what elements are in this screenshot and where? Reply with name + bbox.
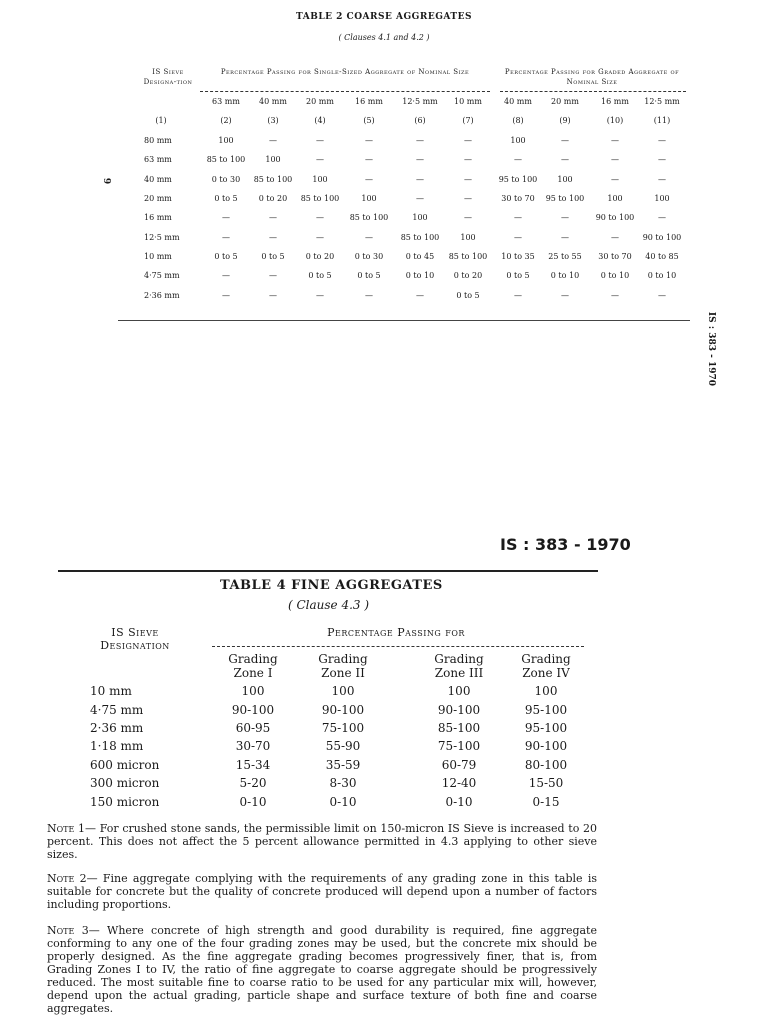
- table2-cell: 0 to 5: [214, 252, 238, 261]
- table2-cell: —: [658, 175, 666, 184]
- table2-cell: —: [316, 155, 324, 164]
- table2-cell: 0 to 10: [405, 271, 435, 280]
- table2-column-header: 16 mm: [601, 97, 629, 106]
- table2-cell: 0 to 5: [456, 291, 480, 300]
- table2-cell: —: [316, 233, 324, 242]
- table4-clause: ( Clause 4.3 ): [288, 598, 370, 612]
- table2-cell: —: [658, 213, 666, 222]
- table2-cell: —: [365, 291, 373, 300]
- table4-column-header-line2: Zone IV: [522, 666, 570, 680]
- table2-cell: 100: [557, 175, 573, 184]
- table2-cell: 0 to 5: [308, 271, 332, 280]
- table2-group2-brace: [500, 91, 686, 92]
- table2-row-sieve: 63 mm: [144, 155, 172, 164]
- table2-cell: 0 to 20: [453, 271, 483, 280]
- table2-cell: 90 to 100: [595, 213, 635, 222]
- note-text: — Fine aggregate complying with the requirements of any grading zone in this table is suitable for concrete but the quality of concrete produced will depend upon a number of factors including proportions.: [47, 872, 597, 911]
- table4-row-sieve: 2·36 mm: [90, 721, 144, 735]
- table2-cell: 95 to 100: [498, 175, 538, 184]
- table2-cell: 100: [312, 175, 328, 184]
- table2-cell: —: [561, 213, 569, 222]
- table2-cell: —: [365, 155, 373, 164]
- table2-column-number: (9): [559, 116, 571, 125]
- table2-column-number: (8): [512, 116, 524, 125]
- table2-cell: —: [611, 233, 619, 242]
- table2-column-number: (2): [220, 116, 232, 125]
- table4-row-sieve: 600 micron: [90, 758, 160, 772]
- table2-cell: —: [514, 155, 522, 164]
- table2-cell: —: [658, 291, 666, 300]
- table2-row-sieve: 4·75 mm: [144, 271, 180, 280]
- table2-cell: —: [561, 291, 569, 300]
- table2-cell: 0 to 5: [261, 252, 285, 261]
- table2-cell: —: [222, 213, 230, 222]
- table2-cell: —: [269, 213, 277, 222]
- table2-graded-header: Percentage Passing for Graded Aggregate of Nominal Size: [504, 68, 680, 86]
- table2-cell: —: [514, 213, 522, 222]
- table2-column-header: 12·5 mm: [402, 97, 438, 106]
- table4-row-sieve: 10 mm: [90, 684, 132, 698]
- table4-cell: 35-59: [325, 758, 361, 772]
- note-3: [47, 924, 597, 1015]
- table2-cell: 100: [218, 136, 234, 145]
- table4-cell: 60-95: [235, 721, 271, 735]
- table2-cell: 30 to 70: [598, 252, 632, 261]
- table2-cell: —: [365, 175, 373, 184]
- table2-cell: 100: [460, 233, 476, 242]
- table4-cell: 95-100: [524, 703, 568, 717]
- table2-cell: —: [222, 291, 230, 300]
- table2-cell: —: [514, 233, 522, 242]
- table4-stub-header: IS Sieve Designation: [100, 626, 170, 652]
- table2-cell: —: [561, 136, 569, 145]
- table2-column-number: (11): [653, 116, 671, 125]
- table4-cell: 95-100: [524, 721, 568, 735]
- table2-column-number: (5): [363, 116, 375, 125]
- table2-column-number: (4): [314, 116, 326, 125]
- table2-cell: 85 to 100: [349, 213, 389, 222]
- table2-cell: —: [222, 271, 230, 280]
- table4-group-header: Percentage Passing for: [327, 626, 465, 639]
- table4-cell: 75-100: [437, 739, 481, 753]
- note-label: Note 2: [47, 872, 87, 885]
- table2-cell: 100: [510, 136, 526, 145]
- table2-cell: —: [316, 136, 324, 145]
- table4-column-header-line1: Grading: [434, 652, 484, 666]
- note-label: Note 1: [47, 822, 86, 835]
- table4-cell: 5-20: [239, 776, 267, 790]
- note-text: — Where concrete of high strength and good durability is required, fine aggregate conforming to any one of the four grading zones may be used, but the concrete mix should be properly designed. As the fine aggregate grading becomes progressively finer, that is, from Grading Zones I to IV, the ratio of fine aggregate to coarse aggregate should be progressively reduced. The most suitable fine to coarse ratio to be used for any particular mix will, however, depend upon the actual grading, particle shape and surface texture of both fine and coarse aggregates.: [47, 924, 597, 1015]
- table2-row-sieve: 12·5 mm: [144, 233, 180, 242]
- table2-row-sieve: 2·36 mm: [144, 291, 180, 300]
- table2-cell: —: [611, 155, 619, 164]
- table2-cell: —: [416, 175, 424, 184]
- table2-cell: —: [464, 175, 472, 184]
- table2-cell: —: [416, 155, 424, 164]
- table2-cell: 25 to 55: [548, 252, 582, 261]
- table2-cell: —: [316, 213, 324, 222]
- table2-cell: 10 to 35: [501, 252, 535, 261]
- table4-cell: 15-34: [235, 758, 271, 772]
- table4-cell: 100: [534, 684, 558, 698]
- table2-cell: 85 to 100: [300, 194, 340, 203]
- table2-cell: —: [269, 233, 277, 242]
- table2-row-sieve: 16 mm: [144, 213, 172, 222]
- table2-column-header: 16 mm: [355, 97, 383, 106]
- table4-cell: 0-15: [532, 795, 560, 809]
- table4-cell: 90-100: [437, 703, 481, 717]
- table4-cell: 12-40: [441, 776, 477, 790]
- table2-cell: —: [464, 155, 472, 164]
- table2-row-sieve: 40 mm: [144, 175, 172, 184]
- table2-cell: 0 to 5: [357, 271, 381, 280]
- table2-cell: 0 to 5: [506, 271, 530, 280]
- side-standard-code: IS : 383 - 1970: [706, 311, 716, 387]
- table2-cell: —: [416, 194, 424, 203]
- table2-cell: 0 to 5: [214, 194, 238, 203]
- table4-column-header-line1: Grading: [521, 652, 571, 666]
- table2-column-header: 10 mm: [454, 97, 482, 106]
- table2-cell: 0 to 45: [405, 252, 435, 261]
- table2-cell: —: [269, 271, 277, 280]
- table4-cell: 100: [331, 684, 355, 698]
- table4-cell: 0-10: [239, 795, 267, 809]
- table2-cell: —: [611, 136, 619, 145]
- table2-row-sieve: 20 mm: [144, 194, 172, 203]
- table4-cell: 15-50: [528, 776, 564, 790]
- table4-row-sieve: 300 micron: [90, 776, 160, 790]
- table2-cell: —: [464, 136, 472, 145]
- table2-column-header: 40 mm: [504, 97, 532, 106]
- table2-cell: 0 to 10: [647, 271, 677, 280]
- table2-column-header: 40 mm: [259, 97, 287, 106]
- table2-cell: 100: [654, 194, 670, 203]
- table4-cell: 100: [241, 684, 265, 698]
- table2-column-header: 20 mm: [306, 97, 334, 106]
- page-number: 9: [101, 177, 112, 185]
- standard-code: IS : 383 - 1970: [500, 535, 631, 554]
- table2-cell: 0 to 20: [258, 194, 288, 203]
- table4-cell: 85-100: [437, 721, 481, 735]
- table4-cell: 60-79: [441, 758, 477, 772]
- table2-cell: 0 to 10: [600, 271, 630, 280]
- table2-cell: —: [611, 291, 619, 300]
- table2-cell: 90 to 100: [642, 233, 682, 242]
- note-2: [47, 872, 597, 911]
- table4-column-header-line2: Zone III: [434, 666, 484, 680]
- table2-single-sized-header: Percentage Passing for Single-Sized Aggregate of Nominal Size: [220, 68, 470, 76]
- table4-title: TABLE 4 FINE AGGREGATES: [220, 578, 443, 593]
- table2-cell: —: [269, 136, 277, 145]
- table2-cell: 85 to 100: [253, 175, 293, 184]
- table2-cell: 100: [412, 213, 428, 222]
- table4-cell: 90-100: [321, 703, 365, 717]
- table2-cell: —: [464, 194, 472, 203]
- table2-cell: 100: [607, 194, 623, 203]
- table4-cell: 55-90: [325, 739, 361, 753]
- table2-cell: —: [658, 155, 666, 164]
- table2-column-header: 63 mm: [212, 97, 240, 106]
- table2-stub-header: IS Sieve Designa-tion: [143, 68, 193, 86]
- header-rule: [58, 570, 598, 572]
- table2-row-sieve: 80 mm: [144, 136, 172, 145]
- table2-column-number: (6): [414, 116, 426, 125]
- table2-cell: —: [561, 155, 569, 164]
- table4-column-header-line2: Zone I: [233, 666, 273, 680]
- table2-column-number: (7): [462, 116, 474, 125]
- table2-cell: 85 to 100: [448, 252, 488, 261]
- table4-column-header-line1: Grading: [228, 652, 278, 666]
- table2-column-number: (1): [155, 116, 167, 125]
- table4-cell: 90-100: [524, 739, 568, 753]
- table2-cell: 0 to 10: [550, 271, 580, 280]
- note-label: Note 3: [47, 924, 89, 937]
- table2-cell: 0 to 20: [305, 252, 335, 261]
- table2-column-number: (3): [267, 116, 279, 125]
- table2-cell: —: [611, 175, 619, 184]
- table4-cell: 75-100: [321, 721, 365, 735]
- table2-column-header: 20 mm: [551, 97, 579, 106]
- table2-cell: —: [222, 233, 230, 242]
- table2-cell: —: [365, 136, 373, 145]
- table4-cell: 0-10: [329, 795, 357, 809]
- table2-cell: 100: [361, 194, 377, 203]
- table4-cell: 30-70: [235, 739, 271, 753]
- table4-column-header-line1: Grading: [318, 652, 368, 666]
- table2-cell: —: [365, 233, 373, 242]
- table4-cell: 80-100: [524, 758, 568, 772]
- table2-cell: —: [514, 291, 522, 300]
- table2-cell: 0 to 30: [211, 175, 241, 184]
- table2-group1-brace: [200, 91, 490, 92]
- table4-cell: 0-10: [445, 795, 473, 809]
- table2-cell: —: [658, 136, 666, 145]
- table2-cell: 30 to 70: [501, 194, 535, 203]
- table2-column-number: (10): [606, 116, 624, 125]
- table2-cell: —: [316, 291, 324, 300]
- table2-cell: —: [416, 291, 424, 300]
- table2-cell: —: [416, 136, 424, 145]
- table2-cell: —: [269, 291, 277, 300]
- table2-cell: 0 to 30: [354, 252, 384, 261]
- table2-row-sieve: 10 mm: [144, 252, 172, 261]
- note-1: [47, 822, 597, 861]
- table2-cell: —: [561, 233, 569, 242]
- table4-row-sieve: 150 micron: [90, 795, 160, 809]
- table4-group-brace: [212, 646, 584, 647]
- table4-column-header-line2: Zone II: [321, 666, 365, 680]
- table2-clause: ( Clauses 4.1 and 4.2 ): [338, 33, 430, 42]
- table4-cell: 90-100: [231, 703, 275, 717]
- table2-cell: 100: [265, 155, 281, 164]
- table2-cell: 85 to 100: [206, 155, 246, 164]
- table4-row-sieve: 1·18 mm: [90, 739, 144, 753]
- table2-title: TABLE 2 COARSE AGGREGATES: [296, 12, 472, 22]
- table4-row-sieve: 4·75 mm: [90, 703, 144, 717]
- table4-cell: 8-30: [329, 776, 357, 790]
- table2-bottom-rule: [118, 320, 690, 321]
- table2-cell: —: [464, 213, 472, 222]
- table2-column-header: 12·5 mm: [644, 97, 680, 106]
- note-text: — For crushed stone sands, the permissible limit on 150-micron IS Sieve is increased to 20 percent. This does not affect the 5 percent allowance permitted in 4.3 applying to other sieve sizes.: [47, 822, 597, 861]
- table2-cell: 40 to 85: [645, 252, 679, 261]
- table4-cell: 100: [447, 684, 471, 698]
- table2-cell: 85 to 100: [400, 233, 440, 242]
- table2-cell: 95 to 100: [545, 194, 585, 203]
